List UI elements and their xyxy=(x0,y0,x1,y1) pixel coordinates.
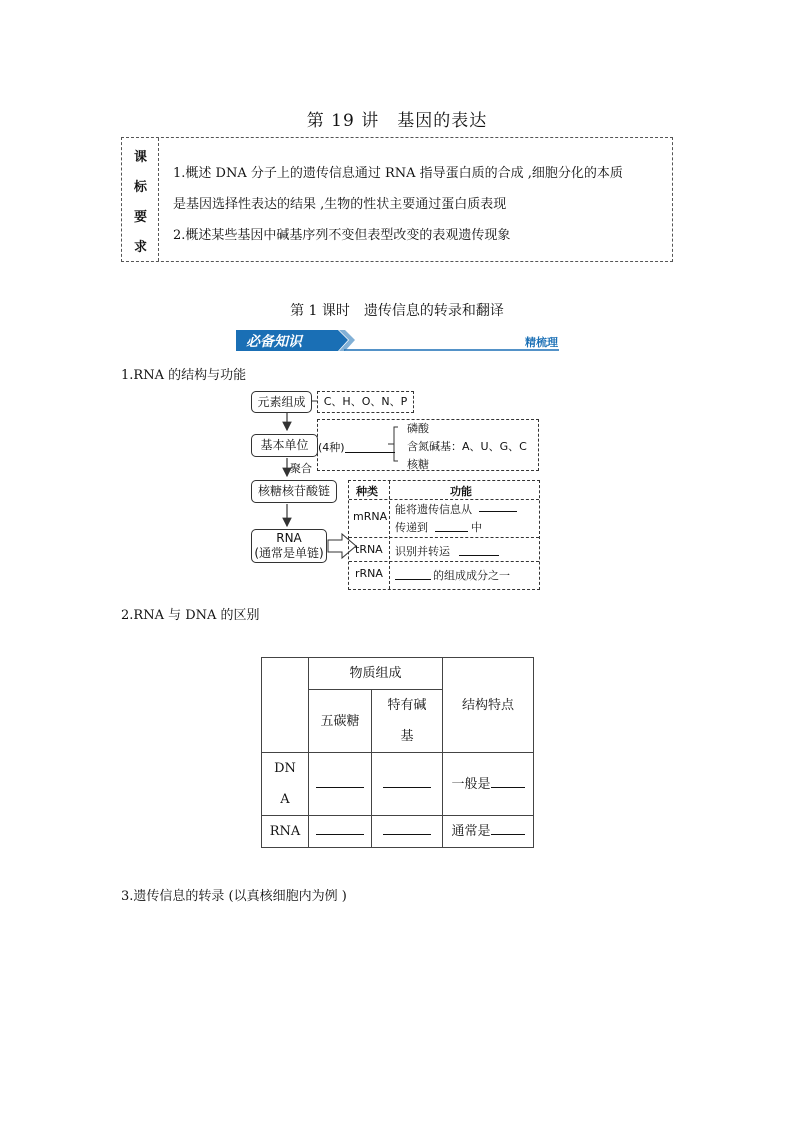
page-title: 第 19 讲 基因的表达 xyxy=(306,111,488,131)
standards-heading-char: 课 xyxy=(133,150,147,165)
dna-label-line2: A xyxy=(280,792,290,807)
mrna-function-line2-suffix: 中 xyxy=(471,521,482,534)
dna-base-blank xyxy=(372,753,443,816)
dna-structure-prefix: 一般是 xyxy=(451,776,491,792)
rna-structure-prefix: 通常是 xyxy=(451,824,491,839)
standards-heading-char: 标 xyxy=(133,180,147,195)
dna-row-label xyxy=(262,753,309,816)
rna-kind: tRNA xyxy=(355,543,383,556)
function-table-header: 功能 xyxy=(450,485,472,498)
standard-line: 2.概述某些基因中碱基序列不变但表型改变的表观遗传现象 xyxy=(173,228,511,243)
unit-detail-box xyxy=(317,419,539,471)
unit-blank xyxy=(345,442,395,453)
rna-dna-comparison-table xyxy=(261,657,534,848)
rna-structure-cell xyxy=(443,816,534,848)
rna-base-blank xyxy=(372,816,443,848)
standard-line: 是基因选择性表达的结果 ,生物的性状主要通过蛋白质表现 xyxy=(173,197,507,212)
unit-count: (4种) xyxy=(318,441,345,454)
dna-label-line1: DN xyxy=(274,761,296,776)
elements-node: 元素组成 xyxy=(251,391,312,413)
unit-part: 含氮碱基：A、U、G、C xyxy=(407,440,527,453)
rna-kind: rRNA xyxy=(355,567,383,580)
standards-heading-char: 要 xyxy=(133,210,147,225)
base-header xyxy=(372,690,443,753)
ribonucleotide-chain-node: 核糖核苷酸链 xyxy=(251,480,337,503)
function-table-header: 种类 xyxy=(356,485,378,498)
section-banner xyxy=(236,330,559,351)
curriculum-standards-box xyxy=(121,137,673,262)
rna-function-table xyxy=(348,480,540,590)
base-header-line1: 特有碱 xyxy=(387,698,427,713)
elements-value: C、H、O、N、P xyxy=(317,391,414,413)
rna-structure-diagram xyxy=(248,388,548,594)
sugar-header: 五碳糖 xyxy=(309,690,372,753)
section-heading: 3.遗传信息的转录 (以真核细胞内为例 ) xyxy=(121,889,347,904)
rna-sugar-blank xyxy=(309,816,372,848)
rna-node-line1: RNA xyxy=(276,531,302,545)
standard-line: 1.概述 DNA 分子上的遗传信息通过 RNA 指导蛋白质的合成 ,细胞分化的本质 xyxy=(173,166,623,181)
rna-node xyxy=(251,529,327,563)
rna-row-label: RNA xyxy=(262,816,309,848)
rna-kind: mRNA xyxy=(353,510,388,523)
unit-part: 磷酸 xyxy=(407,422,429,435)
standards-heading-char: 求 xyxy=(133,240,147,255)
base-header-line2: 基 xyxy=(400,729,414,744)
unit-part: 核糖 xyxy=(407,458,429,471)
trna-function: 识别并转运 xyxy=(395,545,450,558)
polymerize-label: 聚合 xyxy=(290,462,312,475)
rna-node-line2: (通常是单链) xyxy=(254,546,324,560)
banner-label: 必备知识 xyxy=(246,334,302,350)
basic-unit-node: 基本单位 xyxy=(251,434,318,457)
rrna-function: 的组成成分之一 xyxy=(433,569,510,582)
dna-structure-cell xyxy=(443,753,534,816)
standards-heading xyxy=(122,138,159,261)
group-header: 物质组成 xyxy=(309,658,443,690)
section-heading: 1.RNA 的结构与功能 xyxy=(121,368,247,383)
banner-right-label: 精梳理 xyxy=(525,336,558,349)
empty-corner-cell xyxy=(262,658,309,753)
section-heading: 2.RNA 与 DNA 的区别 xyxy=(121,608,260,623)
dna-sugar-blank xyxy=(309,753,372,816)
mrna-function-line1: 能将遗传信息从 xyxy=(395,503,472,516)
lesson-title: 第 1 课时 遗传信息的转录和翻译 xyxy=(290,303,504,319)
structure-header: 结构特点 xyxy=(443,658,534,753)
mrna-function-line2-prefix: 传递到 xyxy=(395,521,428,534)
